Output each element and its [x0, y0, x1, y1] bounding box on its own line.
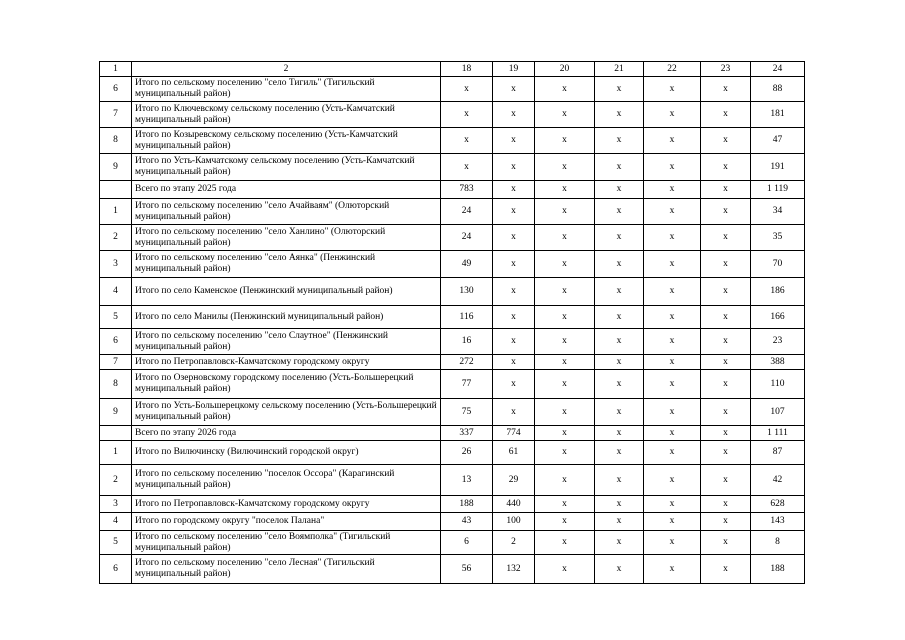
col-19-cell: х [493, 370, 535, 399]
col-21-cell: х [595, 426, 644, 441]
col-22-cell: х [644, 555, 701, 584]
table-row [100, 181, 805, 199]
col-19-cell: х [493, 355, 535, 370]
col-19-cell: х [493, 399, 535, 426]
table-row [100, 399, 805, 426]
col-23-cell: х [701, 278, 751, 306]
col-18-cell: 49 [441, 251, 493, 278]
row-number-cell: 2 [100, 225, 132, 251]
row-number-cell [100, 426, 132, 441]
col-21-cell: х [595, 278, 644, 306]
table-row [100, 102, 805, 128]
row-name-cell: Итого по Петропавловск-Камчатскому городскому округу [132, 355, 441, 370]
table-row [100, 128, 805, 154]
row-name-cell: Всего по этапу 2026 года [132, 426, 441, 441]
row-name-cell: Итого по Вилючинску (Вилючинский городской округ) [132, 441, 441, 465]
col-21-cell: х [595, 77, 644, 102]
row-name-cell: Итого по Усть-Камчатскому сельскому поселению (Усть-Камчатский муниципальный район) [132, 154, 441, 181]
col-21-cell: х [595, 199, 644, 225]
col-20-cell: х [535, 251, 595, 278]
table-row [100, 77, 805, 102]
col-18-cell: х [441, 77, 493, 102]
col-21-cell: х [595, 355, 644, 370]
row-name-cell: Итого по Козыревскому сельскому поселению (Усть-Камчатский муниципальный район) [132, 128, 441, 154]
col-21-cell: х [595, 102, 644, 128]
col-24-cell: 388 [751, 355, 805, 370]
header-cell: 23 [701, 62, 751, 77]
col-24-cell: 23 [751, 329, 805, 355]
col-22-cell: х [644, 154, 701, 181]
col-18-cell: 56 [441, 555, 493, 584]
table-row [100, 329, 805, 355]
col-22-cell: х [644, 102, 701, 128]
row-number-cell: 3 [100, 251, 132, 278]
col-24-cell: 42 [751, 465, 805, 496]
col-20-cell: х [535, 399, 595, 426]
col-20-cell: х [535, 329, 595, 355]
col-23-cell: х [701, 181, 751, 199]
col-22-cell: х [644, 465, 701, 496]
table-row [100, 441, 805, 465]
col-23-cell: х [701, 154, 751, 181]
col-20-cell: х [535, 531, 595, 555]
table-row [100, 513, 805, 531]
col-20-cell: х [535, 496, 595, 513]
col-18-cell: 16 [441, 329, 493, 355]
row-number-cell: 6 [100, 329, 132, 355]
col-20-cell: х [535, 181, 595, 199]
table-row [100, 531, 805, 555]
col-18-cell: х [441, 154, 493, 181]
row-name-cell: Итого по сельскому поселению "село Ханлино" (Олюторский муниципальный район) [132, 225, 441, 251]
col-18-cell: 130 [441, 278, 493, 306]
row-number-cell [100, 181, 132, 199]
col-21-cell: х [595, 251, 644, 278]
header-cell: 1 [100, 62, 132, 77]
col-18-cell: 272 [441, 355, 493, 370]
col-22-cell: х [644, 278, 701, 306]
row-name-cell: Всего по этапу 2025 года [132, 181, 441, 199]
col-18-cell: х [441, 128, 493, 154]
col-21-cell: х [595, 154, 644, 181]
row-number-cell: 6 [100, 77, 132, 102]
col-22-cell: х [644, 441, 701, 465]
col-19-cell: х [493, 199, 535, 225]
col-22-cell: х [644, 128, 701, 154]
table-row [100, 370, 805, 399]
col-19-cell: 2 [493, 531, 535, 555]
col-22-cell: х [644, 513, 701, 531]
col-19-cell: х [493, 128, 535, 154]
table-row [100, 555, 805, 584]
col-23-cell: х [701, 555, 751, 584]
header-cell: 20 [535, 62, 595, 77]
col-24-cell: 188 [751, 555, 805, 584]
col-18-cell: 188 [441, 496, 493, 513]
col-24-cell: 1 111 [751, 426, 805, 441]
row-name-cell: Итого по сельскому поселению "село Ачайваям" (Олюторский муниципальный район) [132, 199, 441, 225]
header-cell: 22 [644, 62, 701, 77]
table-header-row [100, 62, 805, 77]
row-name-cell: Итого по Озерновскому городскому поселению (Усть-Большерецкий муниципальный район) [132, 370, 441, 399]
col-19-cell: 132 [493, 555, 535, 584]
col-24-cell: 8 [751, 531, 805, 555]
table-row [100, 199, 805, 225]
col-19-cell: х [493, 329, 535, 355]
table-row [100, 496, 805, 513]
col-20-cell: х [535, 355, 595, 370]
row-name-cell: Итого по сельскому поселению "село Лесная" (Тигильский муниципальный район) [132, 555, 441, 584]
row-name-cell: Итого по городскому округу "поселок Палана" [132, 513, 441, 531]
col-23-cell: х [701, 399, 751, 426]
row-name-cell: Итого по Петропавловск-Камчатскому городскому округу [132, 496, 441, 513]
col-20-cell: х [535, 426, 595, 441]
col-20-cell: х [535, 465, 595, 496]
col-24-cell: 47 [751, 128, 805, 154]
col-20-cell: х [535, 306, 595, 329]
row-number-cell: 1 [100, 199, 132, 225]
col-21-cell: х [595, 225, 644, 251]
col-18-cell: 43 [441, 513, 493, 531]
col-19-cell: 61 [493, 441, 535, 465]
col-22-cell: х [644, 355, 701, 370]
col-24-cell: 87 [751, 441, 805, 465]
table-row [100, 465, 805, 496]
col-24-cell: 1 119 [751, 181, 805, 199]
col-18-cell: 75 [441, 399, 493, 426]
col-18-cell: 24 [441, 199, 493, 225]
col-19-cell: 440 [493, 496, 535, 513]
col-23-cell: х [701, 355, 751, 370]
col-19-cell: х [493, 77, 535, 102]
col-18-cell: х [441, 102, 493, 128]
col-21-cell: х [595, 531, 644, 555]
col-20-cell: х [535, 77, 595, 102]
col-24-cell: 186 [751, 278, 805, 306]
col-22-cell: х [644, 251, 701, 278]
row-name-cell: Итого по сельскому поселению "село Воямполка" (Тигильский муниципальный район) [132, 531, 441, 555]
col-19-cell: х [493, 251, 535, 278]
col-21-cell: х [595, 513, 644, 531]
col-23-cell: х [701, 441, 751, 465]
col-24-cell: 143 [751, 513, 805, 531]
row-name-cell: Итого по село Манилы (Пенжинский муниципальный район) [132, 306, 441, 329]
col-22-cell: х [644, 225, 701, 251]
col-24-cell: 166 [751, 306, 805, 329]
col-21-cell: х [595, 555, 644, 584]
col-19-cell: 774 [493, 426, 535, 441]
col-20-cell: х [535, 128, 595, 154]
row-name-cell: Итого по село Каменское (Пенжинский муниципальный район) [132, 278, 441, 306]
col-22-cell: х [644, 329, 701, 355]
col-20-cell: х [535, 441, 595, 465]
col-20-cell: х [535, 154, 595, 181]
table-row [100, 306, 805, 329]
col-19-cell: 29 [493, 465, 535, 496]
col-22-cell: х [644, 399, 701, 426]
col-21-cell: х [595, 465, 644, 496]
header-cell: 24 [751, 62, 805, 77]
col-19-cell: х [493, 102, 535, 128]
col-18-cell: 337 [441, 426, 493, 441]
row-name-cell: Итого по сельскому поселению "село Тигиль" (Тигильский муниципальный район) [132, 77, 441, 102]
table-row [100, 426, 805, 441]
row-number-cell: 9 [100, 154, 132, 181]
col-21-cell: х [595, 181, 644, 199]
col-21-cell: х [595, 441, 644, 465]
col-24-cell: 88 [751, 77, 805, 102]
col-18-cell: 116 [441, 306, 493, 329]
row-number-cell: 4 [100, 278, 132, 306]
col-21-cell: х [595, 496, 644, 513]
row-name-cell: Итого по Усть-Большерецкому сельскому поселению (Усть-Большерецкий муниципальный район) [132, 399, 441, 426]
col-21-cell: х [595, 306, 644, 329]
col-23-cell: х [701, 531, 751, 555]
col-20-cell: х [535, 278, 595, 306]
col-21-cell: х [595, 128, 644, 154]
row-number-cell: 9 [100, 399, 132, 426]
col-24-cell: 110 [751, 370, 805, 399]
col-24-cell: 628 [751, 496, 805, 513]
row-number-cell: 3 [100, 496, 132, 513]
row-number-cell: 5 [100, 306, 132, 329]
col-23-cell: х [701, 128, 751, 154]
col-23-cell: х [701, 77, 751, 102]
col-24-cell: 35 [751, 225, 805, 251]
row-name-cell: Итого по сельскому поселению "поселок Оссора" (Карагинский муниципальный район) [132, 465, 441, 496]
col-22-cell: х [644, 426, 701, 441]
table-row [100, 154, 805, 181]
col-24-cell: 191 [751, 154, 805, 181]
col-19-cell: х [493, 306, 535, 329]
col-23-cell: х [701, 426, 751, 441]
col-21-cell: х [595, 399, 644, 426]
col-18-cell: 77 [441, 370, 493, 399]
row-number-cell: 8 [100, 128, 132, 154]
row-number-cell: 8 [100, 370, 132, 399]
col-19-cell: х [493, 278, 535, 306]
col-19-cell: 100 [493, 513, 535, 531]
col-23-cell: х [701, 329, 751, 355]
col-22-cell: х [644, 531, 701, 555]
table-row [100, 278, 805, 306]
col-23-cell: х [701, 251, 751, 278]
header-cell: 18 [441, 62, 493, 77]
header-cell: 21 [595, 62, 644, 77]
table-row [100, 225, 805, 251]
col-23-cell: х [701, 465, 751, 496]
col-19-cell: х [493, 225, 535, 251]
row-number-cell: 6 [100, 555, 132, 584]
col-18-cell: 24 [441, 225, 493, 251]
col-22-cell: х [644, 181, 701, 199]
col-23-cell: х [701, 513, 751, 531]
col-23-cell: х [701, 370, 751, 399]
col-24-cell: 34 [751, 199, 805, 225]
col-22-cell: х [644, 77, 701, 102]
col-24-cell: 70 [751, 251, 805, 278]
col-20-cell: х [535, 102, 595, 128]
col-20-cell: х [535, 225, 595, 251]
data-table [99, 61, 805, 584]
col-21-cell: х [595, 370, 644, 399]
col-22-cell: х [644, 199, 701, 225]
col-18-cell: 26 [441, 441, 493, 465]
row-name-cell: Итого по сельскому поселению "село Аянка" (Пенжинский муниципальный район) [132, 251, 441, 278]
col-20-cell: х [535, 555, 595, 584]
header-cell: 2 [132, 62, 441, 77]
row-name-cell: Итого по Ключевскому сельскому поселению (Усть-Камчатский муниципальный район) [132, 102, 441, 128]
col-21-cell: х [595, 329, 644, 355]
row-name-cell: Итого по сельскому поселению "село Слаутное" (Пенжинский муниципальный район) [132, 329, 441, 355]
col-23-cell: х [701, 102, 751, 128]
col-23-cell: х [701, 225, 751, 251]
row-number-cell: 7 [100, 102, 132, 128]
col-19-cell: х [493, 181, 535, 199]
header-cell: 19 [493, 62, 535, 77]
col-18-cell: 13 [441, 465, 493, 496]
col-22-cell: х [644, 306, 701, 329]
col-23-cell: х [701, 199, 751, 225]
row-number-cell: 1 [100, 441, 132, 465]
row-number-cell: 7 [100, 355, 132, 370]
col-22-cell: х [644, 370, 701, 399]
col-20-cell: х [535, 199, 595, 225]
col-18-cell: 783 [441, 181, 493, 199]
row-number-cell: 5 [100, 531, 132, 555]
table-row [100, 251, 805, 278]
col-22-cell: х [644, 496, 701, 513]
col-23-cell: х [701, 306, 751, 329]
col-20-cell: х [535, 370, 595, 399]
col-23-cell: х [701, 496, 751, 513]
table-row [100, 355, 805, 370]
row-number-cell: 4 [100, 513, 132, 531]
col-19-cell: х [493, 154, 535, 181]
col-24-cell: 107 [751, 399, 805, 426]
col-20-cell: х [535, 513, 595, 531]
col-18-cell: 6 [441, 531, 493, 555]
row-number-cell: 2 [100, 465, 132, 496]
col-24-cell: 181 [751, 102, 805, 128]
